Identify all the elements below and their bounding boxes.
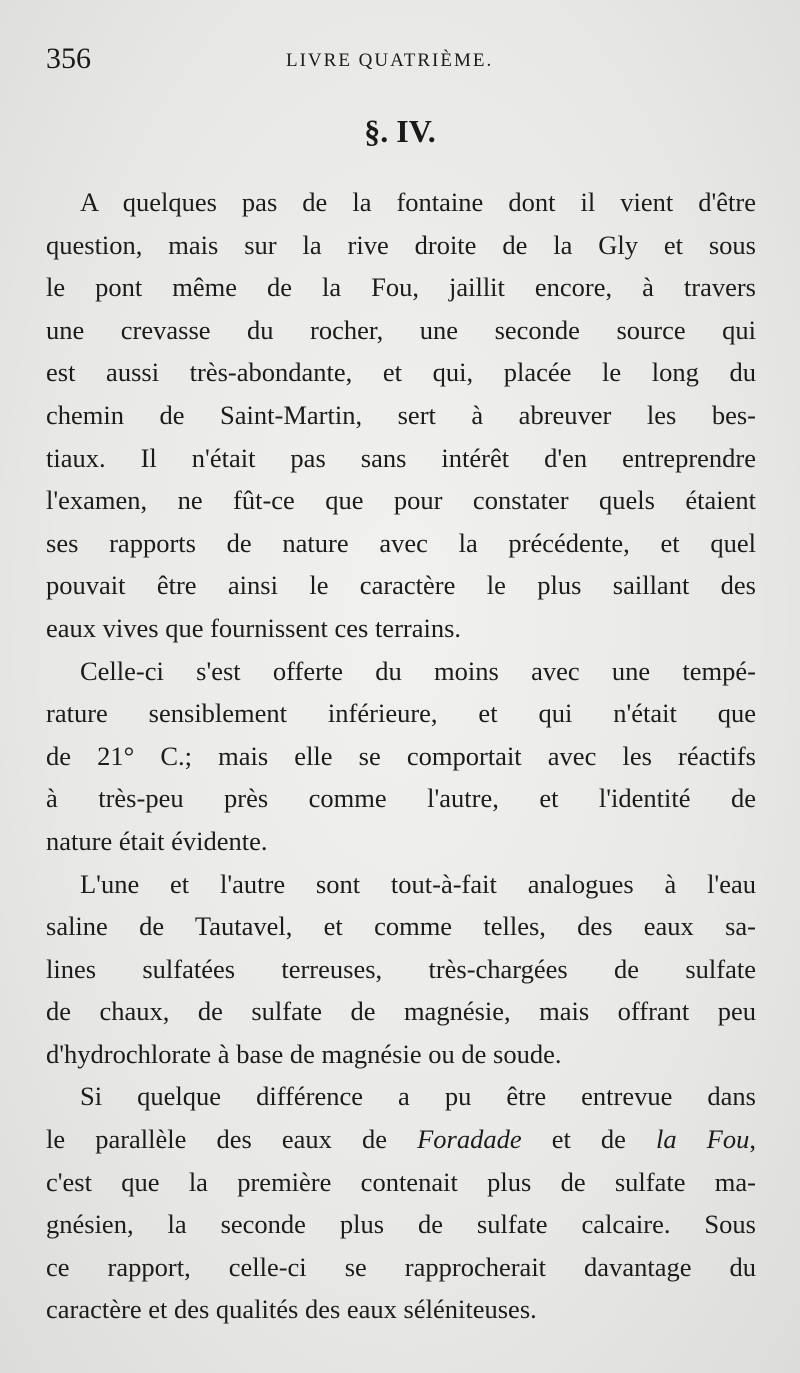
text-run: ,	[749, 1124, 756, 1155]
paragraph-1	[46, 181, 756, 650]
text-run: et de	[521, 1124, 656, 1155]
place-name-foradade: Foradade	[417, 1124, 522, 1155]
text-line: le pont même de la Fou, jaillit encore, à travers	[46, 272, 756, 303]
text-line: ses rapports de nature avec la précédente, et quel	[46, 527, 756, 558]
text-line	[46, 1161, 756, 1204]
text-line	[46, 1246, 756, 1289]
text-run: Si quelque différence a pu être entrevue dans	[80, 1081, 756, 1112]
text-run: le parallèle des eaux de	[46, 1124, 418, 1155]
text-line: L'une et l'autre sont tout-à-fait analogues à l'eau	[80, 868, 756, 899]
text-run: c'est que la première contenait plus de sulfate ma-	[46, 1166, 756, 1197]
text-line: A quelques pas de la fontaine dont il vient d'être	[80, 187, 756, 217]
text-line: question, mais sur la rive droite de la Gly et sous	[46, 229, 756, 260]
text-line: rature sensiblement inférieure, et qui n'était que	[46, 698, 756, 729]
running-head: LIVRE QUATRIÈME.	[286, 50, 494, 71]
text-run: gnésien, la seconde plus de sulfate calcaire. Sous	[46, 1209, 756, 1240]
place-name-la-fou: la Fou	[655, 1124, 750, 1155]
paragraph-2	[46, 650, 756, 863]
text-line: eaux vives que fournissent ces terrains.	[46, 612, 462, 643]
text-run: ce rapport, celle-ci se rapprocherait davantage du	[46, 1251, 756, 1282]
text-run: caractère et des qualités des eaux séléniteuses.	[46, 1294, 537, 1325]
paragraph-3	[46, 863, 756, 1076]
text-line: saline de Tautavel, et comme telles, des eaux sa-	[46, 911, 756, 942]
text-line: pouvait être ainsi le caractère le plus saillant des	[46, 570, 756, 601]
text-line: chemin de Saint-Martin, sert à abreuver les bes-	[46, 399, 756, 430]
text-line: une crevasse du rocher, une seconde source qui	[46, 314, 756, 345]
text-line: de chaux, de sulfate de magnésie, mais offrant peu	[46, 996, 756, 1027]
text-line: lines sulfatées terreuses, très-chargées de sulfate	[46, 953, 756, 984]
text-line	[46, 1118, 756, 1161]
text-line	[46, 1075, 756, 1118]
text-line: l'examen, ne fût-ce que pour constater quels étaient	[46, 485, 756, 516]
text-line: d'hydrochlorate à base de magnésie ou de soude.	[46, 1038, 562, 1069]
text-line: nature était évidente.	[46, 825, 268, 856]
text-line: de 21° C.; mais elle se comportait avec les réactifs	[46, 740, 756, 771]
text-line	[46, 1203, 756, 1246]
body-text	[46, 181, 756, 1331]
page-number: 356	[46, 42, 91, 75]
text-line: à très-peu près comme l'autre, et l'identité de	[46, 783, 756, 814]
paragraph-4	[46, 1075, 756, 1331]
section-title: §. IV.	[364, 113, 436, 149]
text-line: Celle-ci s'est offerte du moins avec une tempé-	[80, 655, 756, 686]
page-header	[46, 42, 760, 82]
text-line: tiaux. Il n'était pas sans intérêt d'en entreprendre	[46, 442, 756, 473]
text-line	[46, 1288, 756, 1331]
text-line: est aussi très-abondante, et qui, placée le long du	[46, 357, 756, 388]
